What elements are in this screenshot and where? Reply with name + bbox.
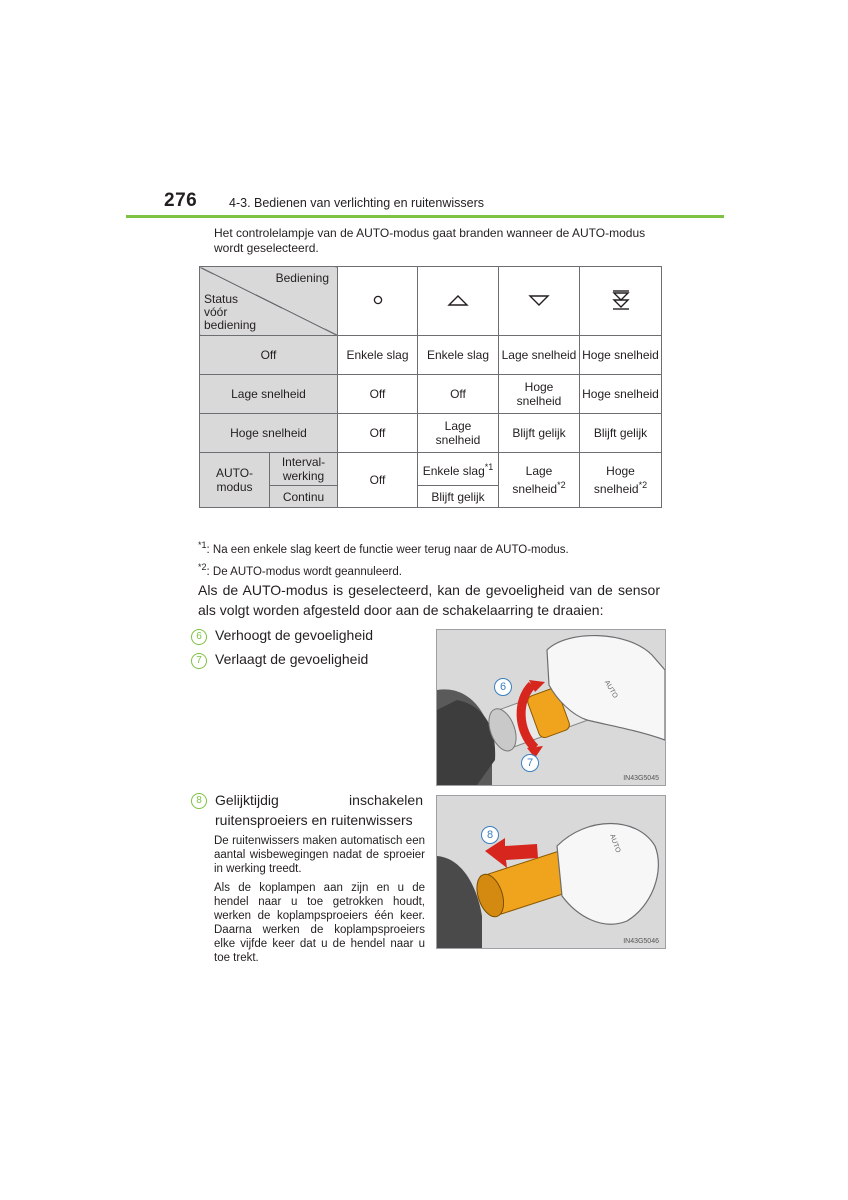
table-cell: Hoge snelheid xyxy=(499,375,580,414)
corner-label-status: Status vóór bediening xyxy=(204,292,257,332)
triangle-down-icon xyxy=(528,293,550,307)
body-paragraph: Als de AUTO-modus is geselecteerd, kan de gevoeligheid van de sensor als volgt worden afgesteld door aan de schakelaarring te draaien: xyxy=(198,582,660,618)
list-item xyxy=(191,651,368,669)
footnote xyxy=(198,562,402,578)
switch-illustration xyxy=(437,796,665,948)
table-cell: Lage snelheid xyxy=(499,336,580,375)
row-label-high: Hoge snelheid xyxy=(200,414,338,453)
row-label-low: Lage snelheid xyxy=(200,375,338,414)
cell-text: Enkele slag xyxy=(422,464,485,478)
item-text: Verlaagt de gevoeligheid xyxy=(215,651,369,667)
footnote-text: : De AUTO-modus wordt geannuleerd. xyxy=(206,565,402,578)
table-corner-header xyxy=(200,267,338,336)
page-number: 276 xyxy=(164,190,198,211)
footnote-mark: *2 xyxy=(638,480,648,490)
table-cell: Blijft gelijk xyxy=(418,486,499,508)
item-note: De ruitenwissers maken automatisch een aantal wisbewegingen nadat de sproeier in werking treedt. xyxy=(214,835,425,875)
switch-illustration xyxy=(437,630,665,785)
table-row xyxy=(200,336,662,375)
table-cell: Enkele slag xyxy=(338,336,418,375)
row-sublabel-interval: Interval-werking xyxy=(270,453,338,486)
figure-caption: IN43G5046 xyxy=(623,938,659,945)
table-cell: Off xyxy=(338,414,418,453)
corner-label-operation: Bediening xyxy=(275,271,329,285)
table-cell: Blijft gelijk xyxy=(499,414,580,453)
footnote-mark: *2 xyxy=(198,562,207,572)
table-cell: Enkele slag xyxy=(418,336,499,375)
cell-text: Lage snelheid xyxy=(512,464,558,496)
table-row xyxy=(200,375,662,414)
footnote-mark: *2 xyxy=(557,480,566,490)
table-cell: Blijft gelijk xyxy=(580,414,662,453)
table-cell: Off xyxy=(418,375,499,414)
list-item xyxy=(191,627,373,645)
circle-icon xyxy=(371,293,385,307)
column-header-triangle-down xyxy=(499,267,580,336)
callout-number: 7 xyxy=(521,754,539,772)
figure-ring-rotation xyxy=(436,629,666,786)
number-badge: 7 xyxy=(191,653,207,669)
item-note: Als de koplampen aan zijn en u de hendel naar u toe getrokken houdt, werken de koplampsproeiers één keer. Daarna werken de koplampsproeiers elke vijfde keer dat u de hendel naar u toe trekt. xyxy=(214,882,425,964)
table-cell: Hoge snelheid xyxy=(580,336,662,375)
figure-washer-pull xyxy=(436,795,666,949)
number-badge: 6 xyxy=(191,629,207,645)
switch-label: AUTO xyxy=(608,833,622,854)
item-text: Gelijktijdig inschakelen ruitensproeiers en ruitenwissers xyxy=(215,792,423,828)
header-rule xyxy=(126,215,724,218)
intro-text: Het controlelampje van de AUTO-modus gaat branden wanneer de AUTO-modus wordt geselecteerd. xyxy=(214,226,646,255)
table-cell xyxy=(580,453,662,508)
row-label-off: Off xyxy=(200,336,338,375)
row-label-auto: AUTO-modus xyxy=(200,453,270,508)
table-cell: Hoge snelheid xyxy=(580,375,662,414)
operation-table xyxy=(199,266,662,508)
table-cell xyxy=(418,453,499,486)
number-badge: 8 xyxy=(191,793,207,809)
column-header-triangle-up xyxy=(418,267,499,336)
table-row xyxy=(200,453,662,486)
table-cell: Lage snelheid xyxy=(418,414,499,453)
column-header-circle xyxy=(338,267,418,336)
table-cell xyxy=(499,453,580,508)
footnote xyxy=(198,540,569,556)
column-header-double-triangle-down xyxy=(580,267,662,336)
footnote-mark: *1 xyxy=(198,540,207,550)
table-row xyxy=(200,414,662,453)
callout-number: 8 xyxy=(481,826,499,844)
switch-label: AUTO xyxy=(602,679,619,700)
item-text: Verhoogt de gevoeligheid xyxy=(215,627,374,643)
table-cell: Off xyxy=(338,453,418,508)
double-triangle-down-icon xyxy=(610,289,632,311)
row-sublabel-continu: Continu xyxy=(270,486,338,508)
footnote-text: : Na een enkele slag keert de functie weer terug naar de AUTO-modus. xyxy=(206,543,569,556)
triangle-up-icon xyxy=(447,293,469,307)
callout-number: 6 xyxy=(494,678,512,696)
figure-caption: IN43G5045 xyxy=(623,775,659,782)
section-title: 4-3. Bedienen van verlichting en ruitenwissers xyxy=(229,196,484,210)
footnote-mark: *1 xyxy=(484,462,494,472)
cell-text: Hoge snelheid xyxy=(593,464,639,496)
table-cell: Off xyxy=(338,375,418,414)
list-item xyxy=(191,790,431,830)
